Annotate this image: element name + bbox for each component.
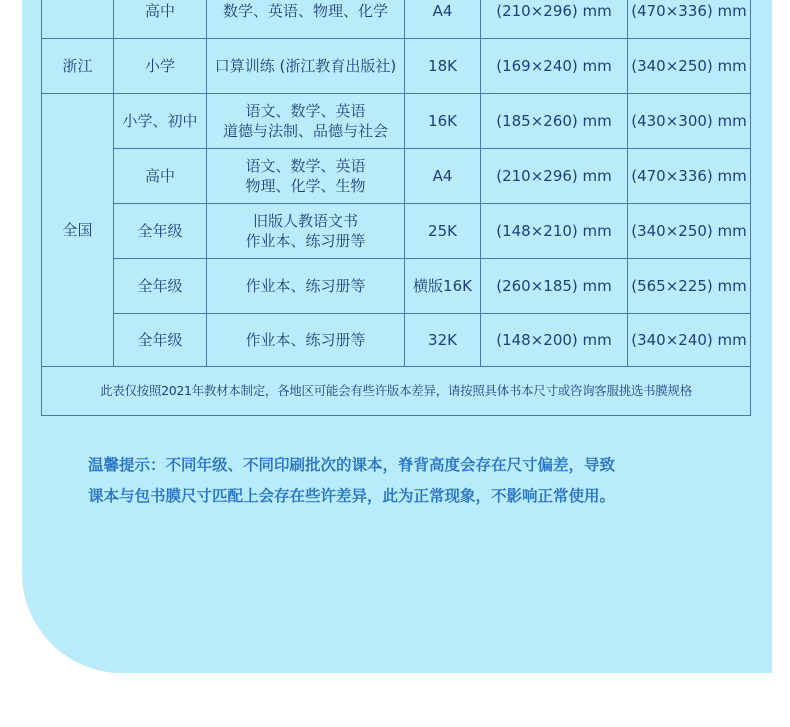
- table-row: [42, 204, 751, 259]
- tip-line: 课本与包书膜尺寸匹配上会存在些许差异，此为正常现象，不影响正常使用。: [88, 487, 616, 505]
- size-cell: 32K: [405, 314, 481, 367]
- book-size-cell: (210×296) mm: [481, 0, 628, 39]
- table-row: [42, 39, 751, 94]
- grade-cell: 全年级: [114, 204, 207, 259]
- book-size-cell: (185×260) mm: [481, 94, 628, 149]
- subjects-cell: 旧版人教语文书 作业本、练习册等: [207, 204, 405, 259]
- region-cell: [42, 0, 114, 39]
- grade-cell: 高中: [114, 0, 207, 39]
- film-size-cell: (340×250) mm: [628, 204, 751, 259]
- subjects-cell: 数学、英语、物理、化学: [207, 0, 405, 39]
- film-size-cell: (340×250) mm: [628, 39, 751, 94]
- film-size-cell: (430×300) mm: [628, 94, 751, 149]
- subjects-cell: 口算训练 (浙江教育出版社): [207, 39, 405, 94]
- size-cell: 18K: [405, 39, 481, 94]
- book-size-cell: (260×185) mm: [481, 259, 628, 314]
- film-size-cell: (470×336) mm: [628, 0, 751, 39]
- table-row: [42, 149, 751, 204]
- subjects-cell: 语文、数学、英语 道德与法制、品德与社会: [207, 94, 405, 149]
- grade-cell: 全年级: [114, 314, 207, 367]
- tip-line: 温馨提示：不同年级、不同印刷批次的课本，脊背高度会存在尺寸偏差，导致: [88, 456, 616, 474]
- book-size-cell: (169×240) mm: [481, 39, 628, 94]
- film-size-cell: (340×240) mm: [628, 314, 751, 367]
- film-size-cell: (565×225) mm: [628, 259, 751, 314]
- table-note: 此表仅按照2021年教材本制定，各地区可能会有些许版本差异，请按照具体书本尺寸或咨询客服挑选书膜规格: [42, 367, 751, 416]
- table-row: [42, 259, 751, 314]
- size-cell: 16K: [405, 94, 481, 149]
- film-size-cell: (470×336) mm: [628, 149, 751, 204]
- grade-cell: 高中: [114, 149, 207, 204]
- table-row: [42, 94, 751, 149]
- table-note-row: [42, 367, 751, 416]
- size-cell: 25K: [405, 204, 481, 259]
- size-table: [41, 0, 751, 416]
- size-cell: 横版16K: [405, 259, 481, 314]
- table-row: [42, 0, 751, 39]
- book-size-cell: (148×210) mm: [481, 204, 628, 259]
- size-cell: A4: [405, 149, 481, 204]
- grade-cell: 小学: [114, 39, 207, 94]
- region-cell: 浙江: [42, 39, 114, 94]
- subjects-cell: 作业本、练习册等: [207, 314, 405, 367]
- grade-cell: 小学、初中: [114, 94, 207, 149]
- table-row: [42, 314, 751, 367]
- book-size-cell: (148×200) mm: [481, 314, 628, 367]
- subjects-cell: 语文、数学、英语 物理、化学、生物: [207, 149, 405, 204]
- book-size-cell: (210×296) mm: [481, 149, 628, 204]
- tip-text: [88, 450, 728, 512]
- subjects-cell: 作业本、练习册等: [207, 259, 405, 314]
- size-cell: A4: [405, 0, 481, 39]
- grade-cell: 全年级: [114, 259, 207, 314]
- region-cell: 全国: [42, 94, 114, 367]
